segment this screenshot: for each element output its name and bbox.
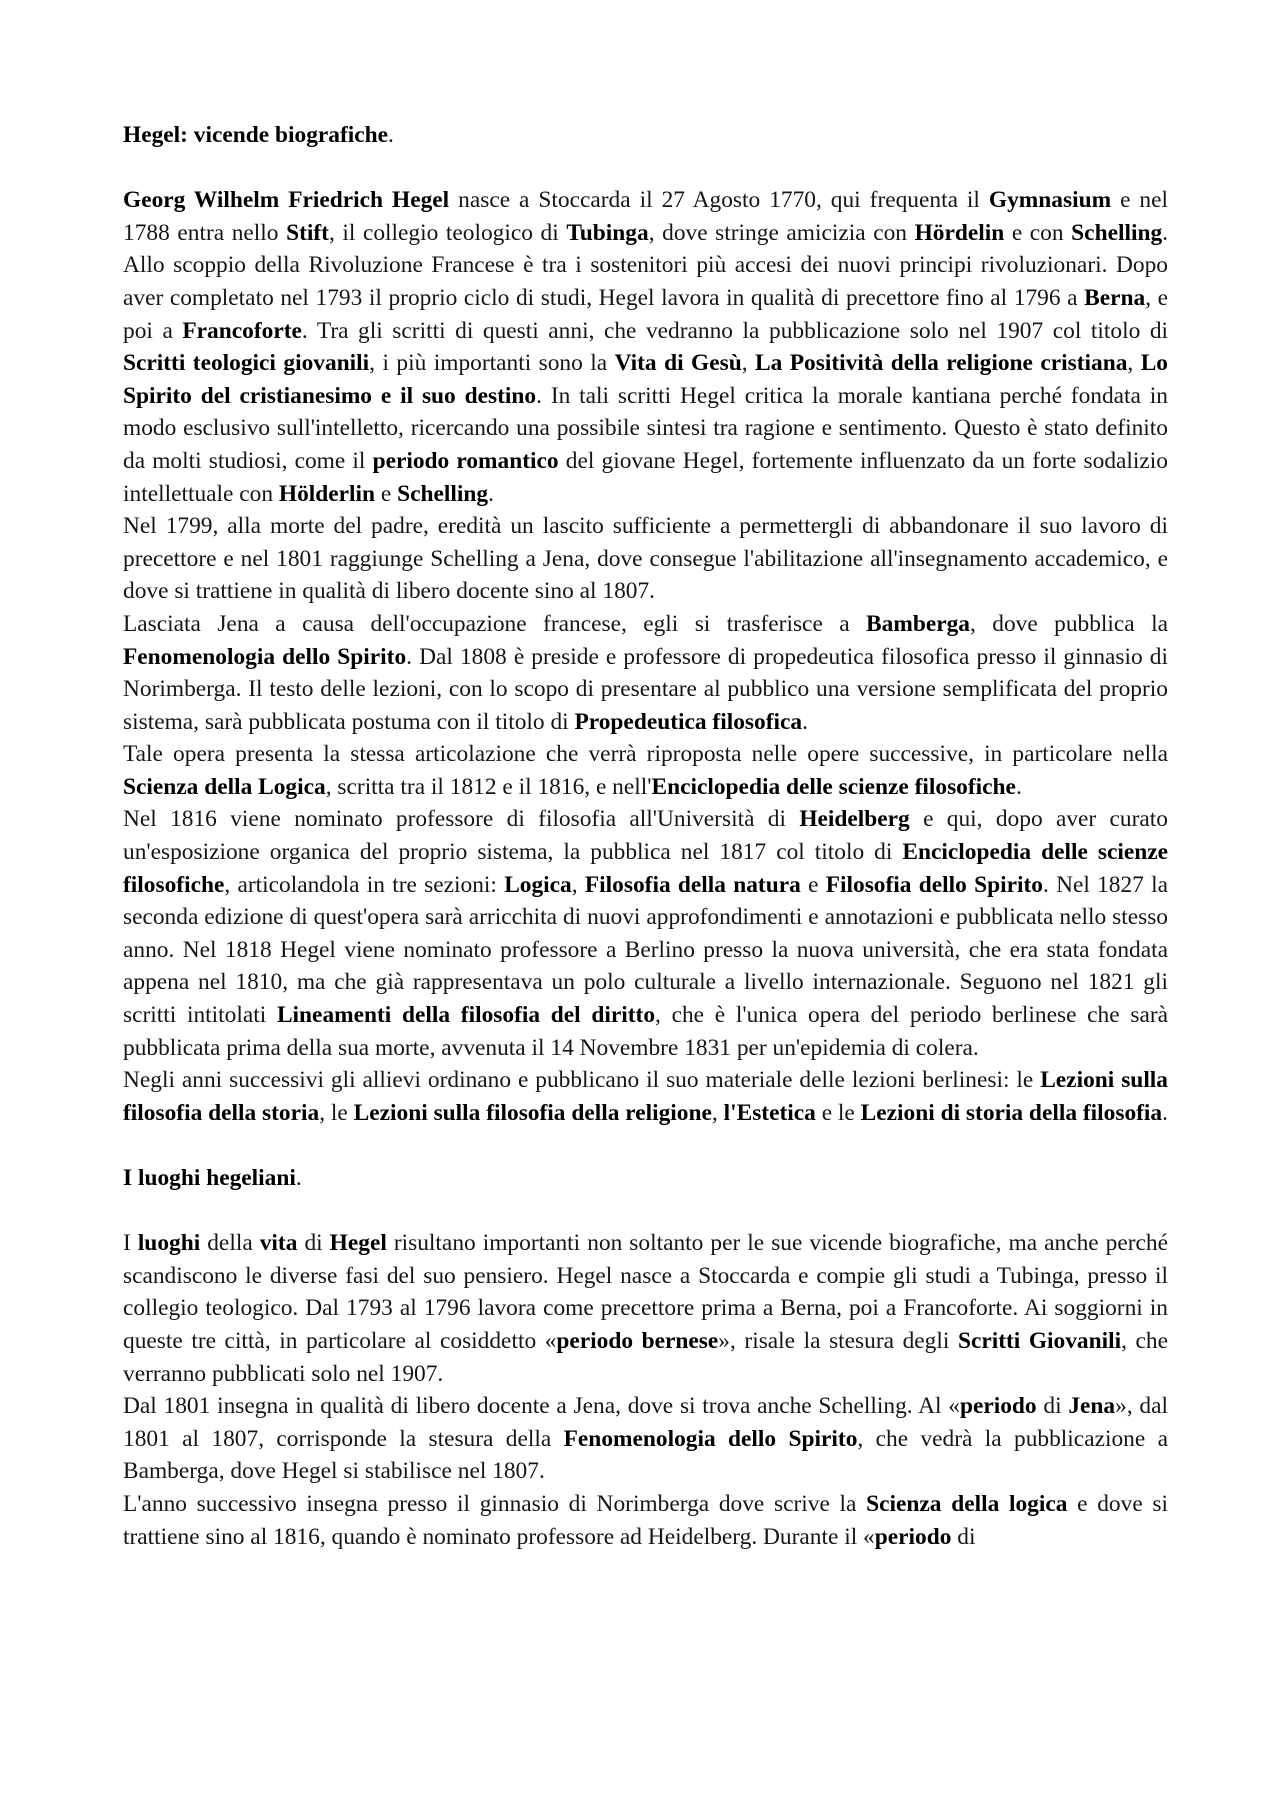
paragraph: [123, 184, 1168, 510]
text-run: , il collegio teologico di: [328, 219, 567, 246]
text-run: e con: [1004, 219, 1072, 246]
text-run: , articolandola in tre sezioni:: [224, 871, 505, 898]
text-run: ,: [1127, 350, 1141, 377]
paragraph: [123, 1488, 1168, 1553]
bold-text-run: Francoforte: [182, 317, 302, 344]
text-run: Dal 1801 insegna in qualità di libero docente a Jena, dove si trova anche Schelling. Al «: [123, 1393, 960, 1420]
text-run: L'anno successivo insegna presso il ginnasio di Norimberga dove scrive la: [123, 1490, 867, 1517]
bold-text-run: Lo Spirito del cristianesimo e il suo destino: [123, 350, 1168, 409]
bold-text-run: l'Estetica: [723, 1099, 816, 1126]
bold-text-run: Filosofia della natura: [584, 871, 801, 898]
text-run: ,: [571, 871, 585, 898]
text-run: della: [200, 1230, 260, 1257]
text-run: . Dal 1808 è preside e professore di propedeutica filosofica presso il ginnasio di Norimberga. Il testo delle lezioni, con lo scopo di presentare al pubblico una versione semplificata del proprio sistema, sarà pubblicata postuma con il titolo di: [123, 643, 1168, 735]
bold-text-run: La Positività della religione cristiana: [755, 350, 1128, 377]
bold-text-run: Heidelberg: [799, 806, 910, 833]
bold-text-run: Lineamenti della filosofia del diritto: [276, 1002, 656, 1029]
paragraph: [123, 1064, 1168, 1129]
section-title: I luoghi hegeliani: [123, 1165, 296, 1191]
section-body-places: [123, 1227, 1168, 1553]
text-run: , dove stringe amicizia con: [648, 219, 915, 246]
blank-line: [123, 1129, 1168, 1162]
text-run: , i più importanti sono la: [369, 350, 615, 377]
bold-text-run: Enciclopedia delle scienze filosofiche: [123, 839, 1168, 898]
bold-text-run: luoghi: [137, 1230, 201, 1257]
text-run: , che vedrà la pubblicazione a Bamberga, dove Hegel si stabilisce nel 1807.: [123, 1425, 1168, 1485]
bold-text-run: Lezioni sulla filosofia della storia: [123, 1067, 1169, 1126]
section-heading-biography: [123, 119, 1168, 152]
bold-text-run: Georg Wilhelm Friedrich Hegel: [123, 187, 450, 214]
text-run: .: [1162, 1099, 1168, 1126]
text-run: risultano importanti non soltanto per le sue vicende biografiche, ma anche perché scandiscono le diverse fasi del suo pensiero. Hegel nasce a Stoccarda e compie gli studi a Tubinga, presso il collegio teologico. Dal 1793 al 1796 lavora come precettore prima a Berna, poi a Francoforte. Ai soggiorni in queste tre città, in particolare al cosiddetto «: [123, 1230, 1169, 1354]
text-run: .: [488, 480, 494, 507]
bold-text-run: Tubinga: [566, 219, 649, 246]
bold-text-run: periodo: [959, 1393, 1037, 1420]
bold-text-run: Fenomenologia dello Spirito: [123, 643, 407, 670]
text-run: , dove pubblica la: [970, 610, 1168, 637]
text-run: , che è l'unica opera del periodo berlinese che sarà pubblicata prima della sua morte, avvenuta il 14 Novembre 1831 per un'epidemia di colera.: [123, 1002, 1168, 1061]
text-run: del giovane Hegel, fortemente influenzato da un forte sodalizio intellettuale con: [123, 447, 1168, 507]
blank-line: [123, 1195, 1168, 1228]
section-title-period: .: [388, 122, 394, 148]
text-run: e le: [815, 1099, 861, 1126]
text-run: ,: [741, 350, 756, 377]
text-run: Negli anni successivi gli allievi ordinano e pubblicano il suo materiale delle lezioni berlinesi: le: [123, 1067, 1041, 1094]
bold-text-run: Schelling: [1071, 219, 1163, 246]
text-run: », risale la stesura degli: [718, 1327, 958, 1354]
text-run: di: [297, 1230, 330, 1257]
bold-text-run: periodo bernese: [556, 1327, 719, 1354]
bold-text-run: Scienza della logica: [866, 1490, 1068, 1517]
bold-text-run: Fenomenologia dello Spirito: [563, 1425, 858, 1452]
text-run: di: [1036, 1393, 1069, 1420]
text-run: Nel 1816 viene nominato professore di filosofia all'Università di: [123, 806, 800, 833]
bold-text-run: Berna: [1084, 284, 1146, 311]
text-run: ,: [711, 1099, 724, 1126]
bold-text-run: Hegel: [329, 1230, 387, 1257]
paragraph: [123, 608, 1168, 738]
text-run: . Tra gli scritti di questi anni, che vedranno la pubblicazione solo nel 1907 col titolo di: [301, 317, 1169, 344]
text-run: », dal 1801 al 1807, corrisponde la stesura della: [123, 1393, 1169, 1452]
bold-text-run: Lezioni di storia della filosofia: [860, 1099, 1163, 1126]
section-heading-places: [123, 1162, 1168, 1195]
paragraph: [123, 1227, 1168, 1390]
section-title-period: .: [295, 1165, 302, 1191]
bold-text-run: Scritti Giovanili: [957, 1327, 1122, 1354]
text-run: Tale opera presenta la stessa articolazione che verrà riproposta nelle opere successive, in particolare nella: [123, 741, 1168, 768]
text-run: .: [1015, 773, 1022, 800]
text-run: .: [802, 708, 808, 735]
bold-text-run: Schelling: [397, 480, 489, 507]
text-run: Nel 1799, alla morte del padre, eredità un lascito sufficiente a permettergli di abbandonare il suo lavoro di precettore e nel 1801 raggiunge Schelling a Jena, dove consegue l'abilitazione all'insegnamento accademico, e dove si trattiene in qualità di libero docente sino al 1807.: [123, 513, 1168, 605]
bold-text-run: periodo romantico: [372, 447, 559, 474]
bold-text-run: Propedeutica filosofica: [574, 708, 803, 735]
bold-text-run: Filosofia dello Spirito: [825, 871, 1043, 898]
paragraph: [123, 1390, 1168, 1488]
bold-text-run: Stift: [286, 219, 329, 246]
section-title: Hegel: vicende biografiche: [123, 122, 389, 148]
text-run: e: [375, 480, 398, 507]
bold-text-run: Enciclopedia delle scienze filosofiche: [651, 773, 1016, 800]
text-run: , le: [319, 1099, 354, 1126]
text-run: Lasciata Jena a causa dell'occupazione francese, egli si trasferisce a: [123, 610, 867, 637]
bold-text-run: Bamberga: [866, 610, 970, 637]
text-run: e nel 1788 entra nello: [123, 187, 1168, 246]
text-run: . Allo scoppio della Rivoluzione Francese è tra i sostenitori più accesi dei nuovi principi rivoluzionari. Dopo aver completato nel 1793 il proprio ciclo di studi, Hegel lavora in qualità di precettore fino al 1796 a: [123, 219, 1169, 311]
text-run: , che verranno pubblicati solo nel 1907.: [123, 1327, 1169, 1387]
paragraph: [123, 510, 1168, 608]
text-run: e qui, dopo aver curato un'esposizione organica del proprio sistema, la pubblica nel 1817 col titolo di: [123, 806, 1168, 866]
text-run: . In tali scritti Hegel critica la morale kantiana perché fondata in modo esclusivo sull'intelletto, ricercando una possibile sintesi tra ragione e sentimento. Questo è stato definito da molti studiosi, come il: [123, 382, 1168, 474]
text-run: , e poi a: [123, 284, 1169, 344]
text-run: , scritta tra il 1812 e il 1816, e nell': [325, 773, 652, 800]
blank-line: [123, 152, 1168, 185]
bold-text-run: periodo: [874, 1523, 952, 1550]
bold-text-run: Lezioni sulla filosofia della religione: [353, 1099, 712, 1126]
bold-text-run: Hölderlin: [278, 480, 376, 507]
bold-text-run: Gymnasium: [988, 187, 1112, 214]
text-run: . Nel 1827 la seconda edizione di quest'opera sarà arricchita di nuovi approfondimenti e annotazioni e pubblicata nello stesso anno. Nel 1818 Hegel viene nominato professore a Berlino presso la nuova università, che era stata fondata appena nel 1810, ma che già rappresentava un polo culturale a livello internazionale. Seguono nel 1821 gli scritti intitolati: [123, 871, 1169, 1029]
text-run: e dove si trattiene sino al 1816, quando è nominato professore ad Heidelberg. Durante il «: [123, 1490, 1168, 1550]
bold-text-run: Vita di Gesù: [614, 350, 742, 377]
text-run: I: [123, 1230, 138, 1257]
bold-text-run: Scienza della Logica: [123, 773, 326, 800]
paragraph: [123, 803, 1168, 1064]
paragraph: [123, 738, 1168, 803]
bold-text-run: vita: [259, 1230, 298, 1257]
bold-text-run: Jena: [1068, 1393, 1116, 1420]
bold-text-run: Scritti teologici giovanili: [123, 350, 370, 377]
section-body-biography: [123, 184, 1168, 1129]
text-run: di: [951, 1523, 976, 1550]
bold-text-run: Logica: [504, 871, 572, 898]
text-run: nasce a Stoccarda il 27 Agosto 1770, qui frequenta il: [449, 187, 989, 214]
bold-text-run: Hördelin: [914, 219, 1005, 246]
text-run: e: [800, 871, 826, 898]
